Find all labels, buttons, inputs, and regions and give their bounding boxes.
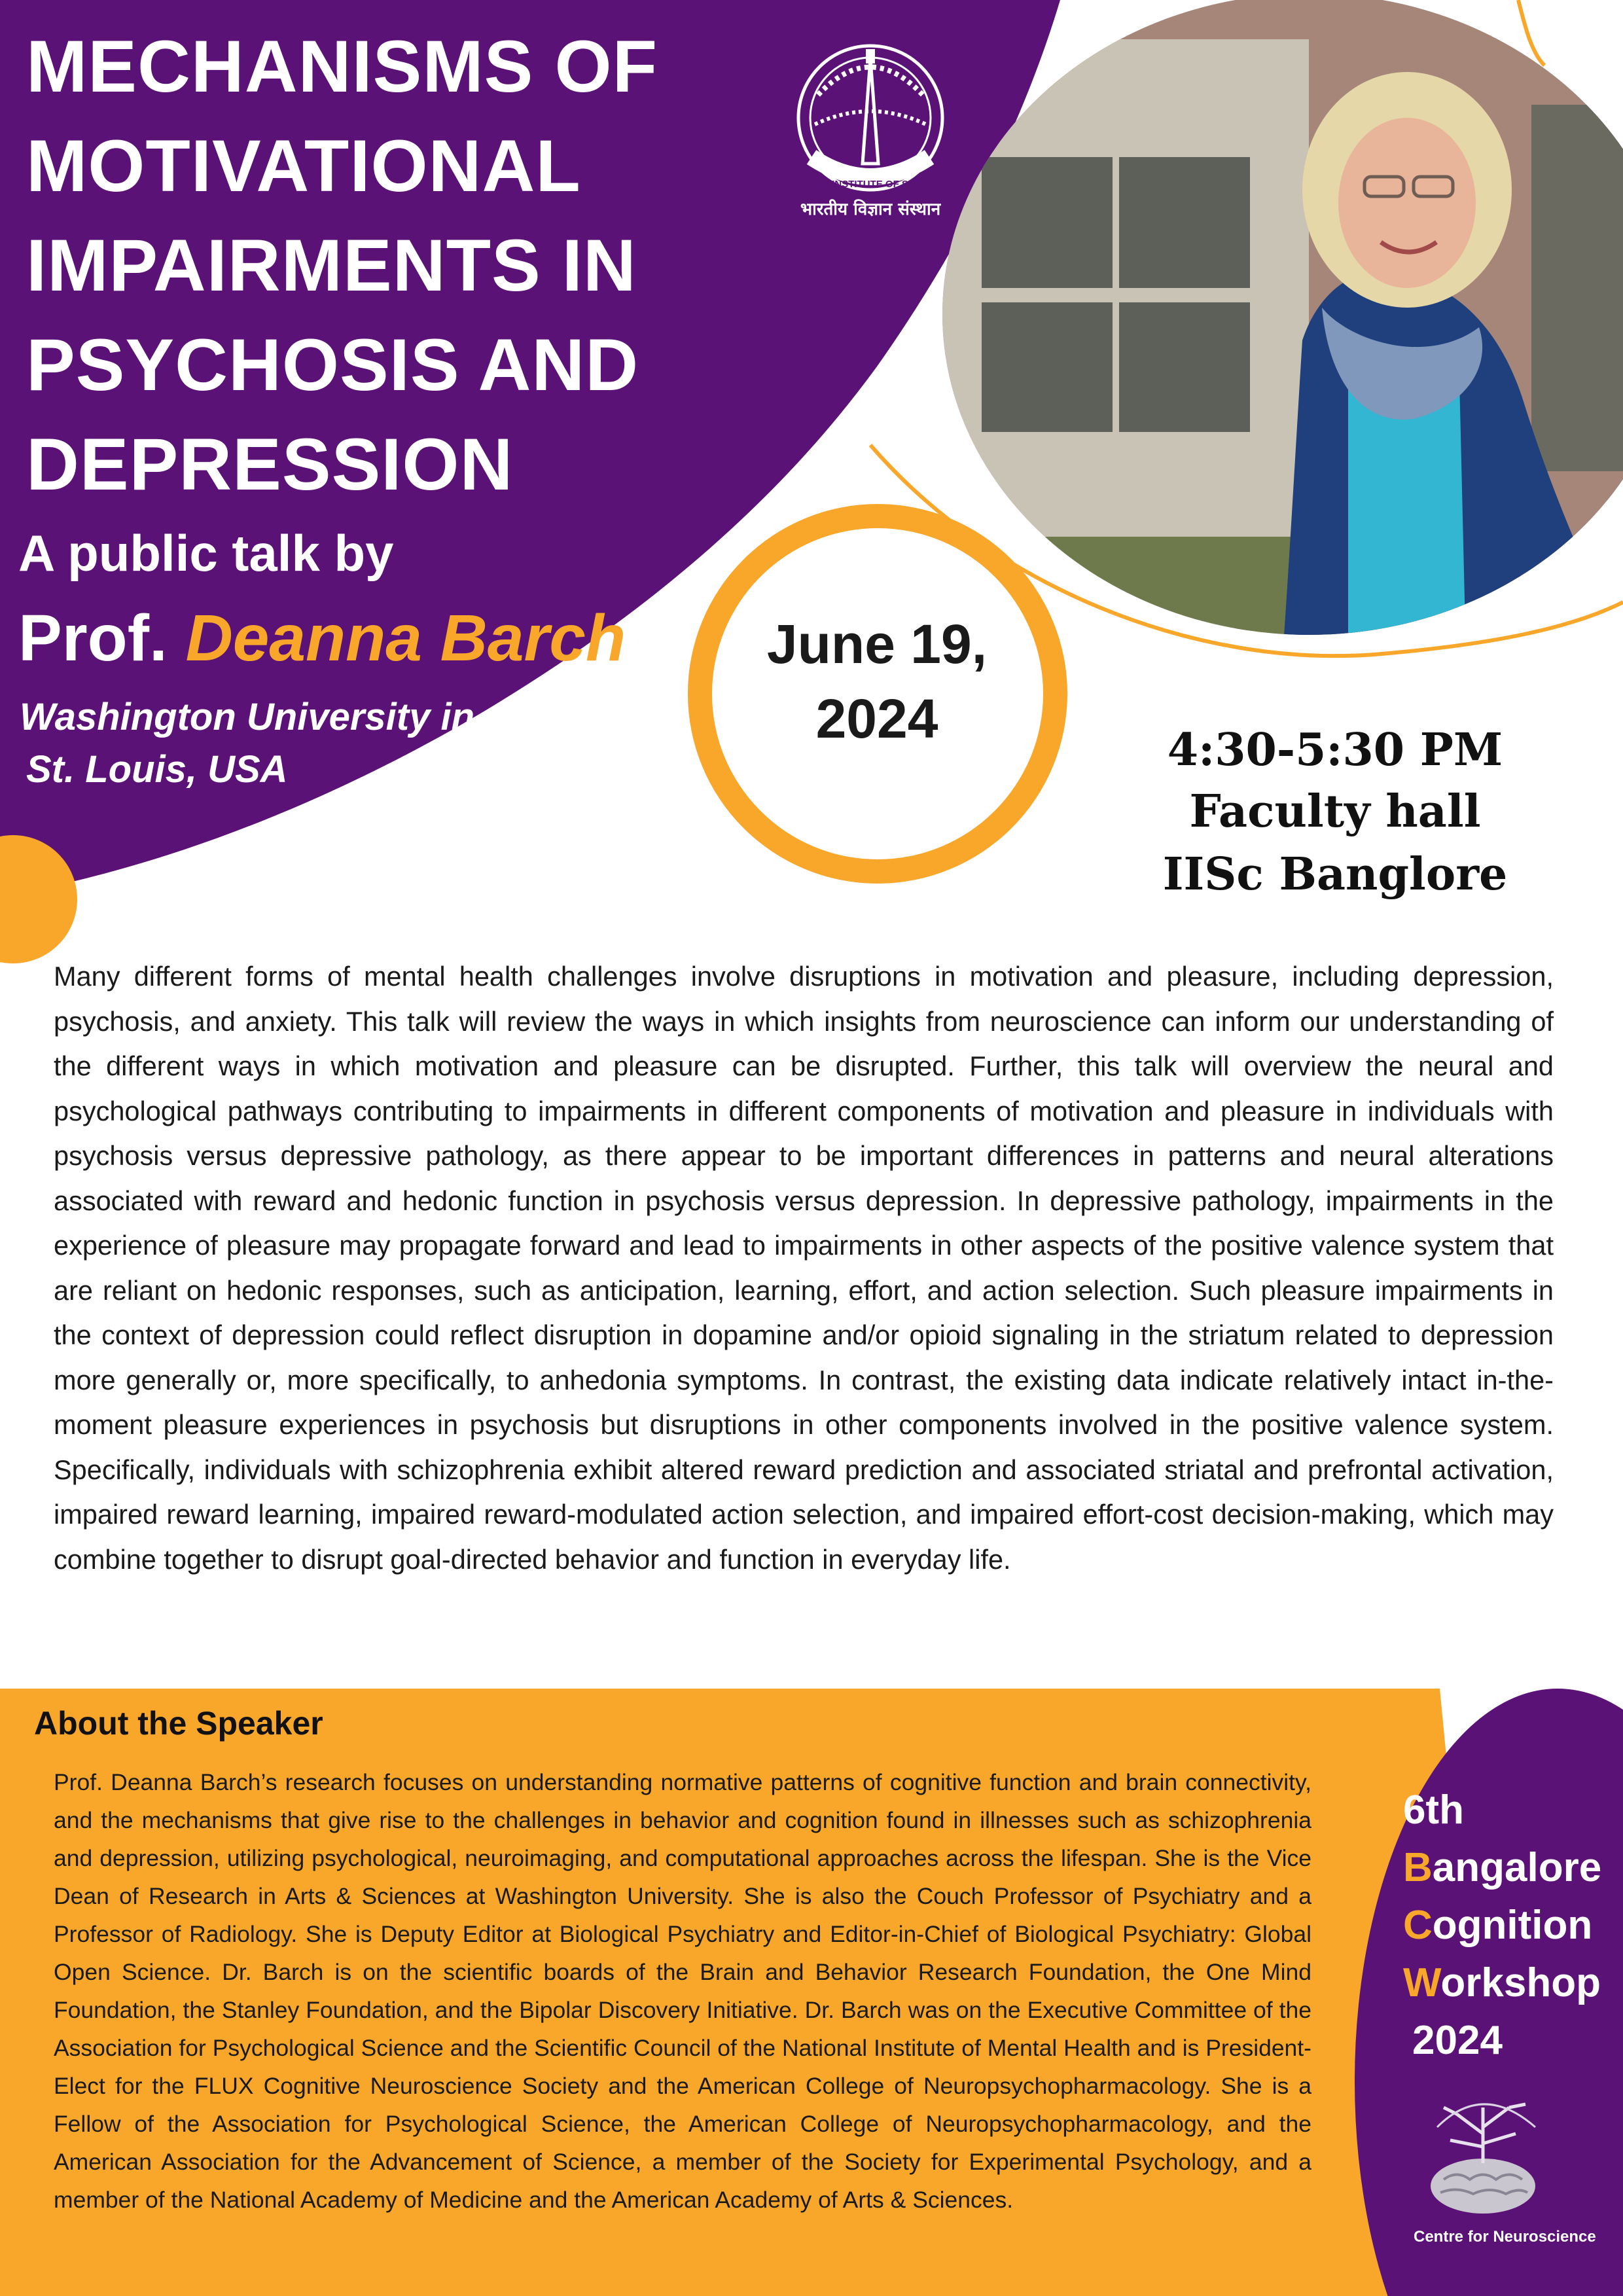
workshop-initial-w: W [1403,1960,1441,2005]
speaker-affiliation-line-1: Washington University in [20,696,475,738]
workshop-line-bangalore [1403,1844,1601,1891]
speaker-affiliation-line-2: St. Louis, USA [26,748,288,791]
svg-text:INDIAN INSTITUTE OF SCIENCE: INDIAN INSTITUTE OF SCIENCE [795,179,946,190]
workshop-line-workshop [1403,1960,1601,2006]
title-line-3: IMPAIRMENTS IN [26,224,637,306]
venue-time: 4:30-5:30 PM [1167,724,1503,776]
title-line-2: MOTIVATIONAL [26,125,581,207]
title-line-1: MECHANISMS OF [26,26,658,107]
about-speaker-text: Prof. Deanna Barch’s research focuses on understanding normative patterns of cognitive function and brain connectivity, and the mechanisms that give rise to the challenges in behavior and cognition found in illnesses such as schizophrenia and depression, utilizing psychological, neuroimaging, and computational approaches across the lifespan. She is the Vice Dean of Research in Arts & Sciences at Washington University. She is also the Couch Professor of Psychiatry and a Professor of Radiology. She is Deputy Editor at Biological Psychiatry and Editor-in-Chief of Biological Psychiatry: Global Open Science. Dr. Barch is on the scientific boards of the Brain and Behavior Research Foundation, the One Mind Foundation, the Stanley Foundation, and the Bipolar Discovery Initiative. Dr. Barch was on the Executive Committee of the Association for Psychological Science and the Scientific Council of the National Institute of Mental Health and is President-Elect for the FLUX Cognitive Neuroscience Society and the American College of Neuropsychopharmacology. She is a Fellow of the Association for Psychological Science, the American College of Neuropsychopharmacology, and the American Association for the Advancement of Science, a member of the Society for Experimental Psychology, and a member of the National Academy of Medicine and the American Academy of Arts & Sciences. [54,1769,1311,2213]
centre-for-neuroscience-label: Centre for Neuroscience [1414,2228,1596,2246]
iisc-logo-hindi: भारतीय विज्ञान संस्थान [800,200,941,219]
workshop-rest-cognition: ognition [1432,1903,1593,1948]
brain-tree-icon [1411,2088,1555,2219]
title-line-5: DEPRESSION [26,423,514,505]
date-line-1: June 19, [766,613,988,675]
title-line-4: PSYCHOSIS AND [26,324,639,406]
public-talk-label: A public talk by [18,524,394,582]
workshop-line-cognition [1403,1902,1592,1948]
speaker-name: Deanna Barch [185,601,626,675]
date-line-2: 2024 [815,688,938,749]
workshop-initial-b: B [1403,1845,1433,1890]
workshop-edition: 6th [1403,1787,1464,1833]
workshop-initial-c: C [1403,1903,1433,1948]
venue-hall: Faculty hall [1189,785,1481,838]
speaker-prefix: Prof. [18,601,168,675]
talk-abstract: Many different forms of mental health challenges involve disruptions in motivation and pleasure, including depression, psychosis, and anxiety. This talk will review the ways in which insights from neuroscience can inform our understanding of the different ways in which motivation and pleasure can be disrupted. Further, this talk will overview the neural and psychological pathways contributing to impairments in different components of motivation and pleasure in individuals with psychosis versus depressive pathology, as there appear to be important differences in patterns and neural alterations associated with reward and hedonic function in psychosis versus depression. In depressive pathology, impairments in the experience of pleasure may propagate forward and lead to impairments in other aspects of the positive valence system that are reliant on hedonic responses, such as anticipation, learning, effort, and action selection. Such pleasure impairments in the context of depression could reflect disruption in dopamine and/or opioid signaling in the striatum related to depression more generally or, more specifically, to anhedonia symptoms. In contrast, the existing data indicate relatively intact in-the-moment pleasure experiences in psychosis but disruptions in other components involved in the positive valence system. Specifically, individuals with schizophrenia exhibit altered reward prediction and associated striatal and prefrontal activation, impaired reward learning, impaired reward-modulated action selection, and impaired effort-cost decision-making, which may combine together to disrupt goal-directed behavior and function in everyday life. [54,961,1554,1575]
venue-location: IISc Banglore [1162,848,1508,901]
workshop-rest-workshop: orkshop [1440,1960,1601,2005]
workshop-year: 2024 [1412,2018,1503,2063]
speaker-heading [18,601,626,676]
workshop-rest-bangalore: angalore [1432,1845,1602,1890]
about-speaker-heading: About the Speaker [34,1705,323,1742]
